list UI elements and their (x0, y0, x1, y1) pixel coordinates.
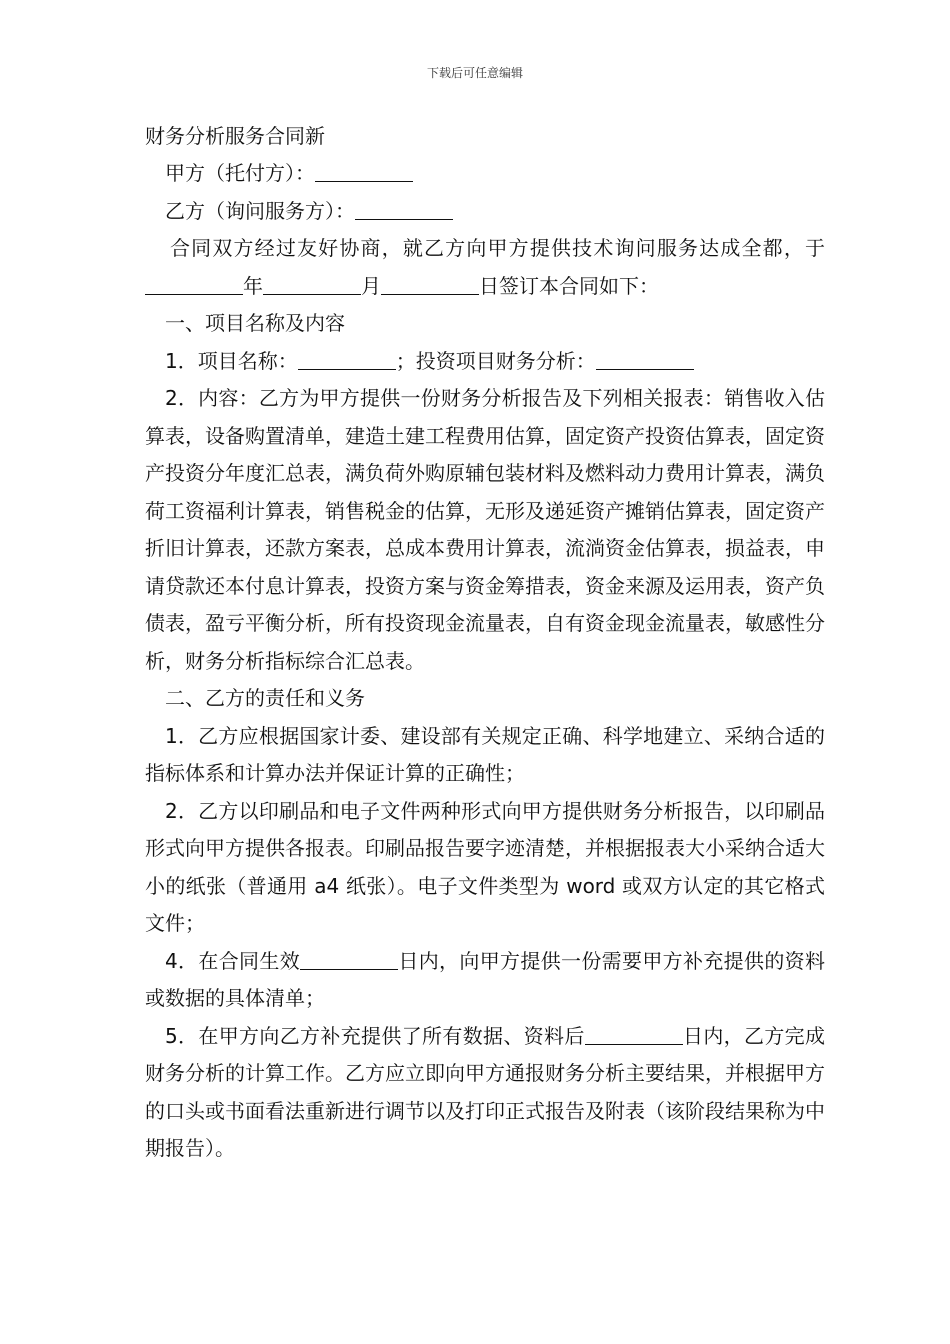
sign-day-blank[interactable] (381, 272, 479, 295)
section2-item5 (145, 1018, 825, 1168)
item5-text-end: 日内，乙方完成财务分析的计算工作。乙方应立即向甲方通报财务分析主要结果，并根据甲方的口头或书面看法重新进行调节以及打印正式报告及附表（该阶段结果称为中期报告）。 (145, 1023, 826, 1160)
section2-item1: 1．乙方应根据国家计委、建设部有关规定正确、科学地建立、采纳合适的指标体系和计算办法并保证计算的正确性； (145, 723, 825, 785)
preamble-text-start: 合同双方经过友好协商，就乙方向甲方提供技术询问服务达成全都，于 (170, 236, 825, 260)
section1-item2: 2．内容：乙方为甲方提供一份财务分析报告及下列相关报表：销售收入估算表，设备购置清单，建造土建工程费用估算，固定资产投资估算表，固定资产投资分年度汇总表，满负荷外购原辅包装材料及燃料动力费用计算表，满负荷工资福利计算表，销售税金的估算，无形及递延资产摊销估算表，固定资产折旧计算表，还款方案表，总成本费用计算表，流淌资金估算表，损益表，申请贷款还本付息计算表，投资方案与资金筹措表，资金来源及运用表，资产负债表，盈亏平衡分析，所有投资现金流量表，自有资金现金流量表，敏感性分析，财务分析指标综合汇总表。 (145, 386, 825, 673)
sign-month-blank[interactable] (263, 272, 361, 295)
party-b-blank[interactable] (355, 197, 453, 220)
section2-item4 (145, 943, 825, 1018)
party-b-label: 乙方（询问服务方）： (165, 198, 355, 223)
party-a-blank[interactable] (315, 159, 413, 182)
project-name-label: 1．项目名称： (165, 348, 298, 373)
project-analysis-blank[interactable] (596, 347, 694, 370)
project-analysis-label: ；投资项目财务分析： (395, 348, 596, 373)
party-a-line (145, 155, 825, 193)
item5-text-start: 5．在甲方向乙方补充提供了所有数据、资料后 (165, 1023, 585, 1048)
preamble-text-end: 日签订本合同如下： (479, 273, 659, 298)
party-b-line (145, 193, 825, 231)
item4-text-start: 4．在合同生效 (165, 948, 301, 973)
preamble-year-label: 年 (243, 273, 263, 298)
section1-heading: 一、项目名称及内容 (165, 311, 345, 335)
project-name-blank[interactable] (298, 347, 396, 370)
item5-days-blank[interactable] (585, 1022, 683, 1045)
item4-text-end: 日内，向甲方提供一份需要甲方补充提供的资料或数据的具体清单； (145, 948, 825, 1010)
document-title: 财务分析服务合同新 (145, 124, 325, 148)
section2-heading: 二、乙方的责任和义务 (165, 686, 365, 710)
page-header-note: 下载后可任意编辑 (426, 66, 523, 80)
sign-year-blank[interactable] (145, 272, 243, 295)
preamble-paragraph (145, 230, 825, 305)
preamble-month-label: 月 (361, 273, 381, 298)
section2-item2: 2．乙方以印刷品和电子文件两种形式向甲方提供财务分析报告，以印刷品形式向甲方提供各报表。印刷品报告要字迹清楚，并根据报表大小采纳合适大小的纸张（普通用 a4 纸张）。电子文件类型为 word 或双方认定的其它格式文件； (145, 798, 825, 935)
contract-body (145, 118, 825, 1168)
item4-days-blank[interactable] (300, 947, 398, 970)
section1-item1 (145, 343, 825, 381)
party-a-label: 甲方（托付方）： (165, 161, 315, 185)
